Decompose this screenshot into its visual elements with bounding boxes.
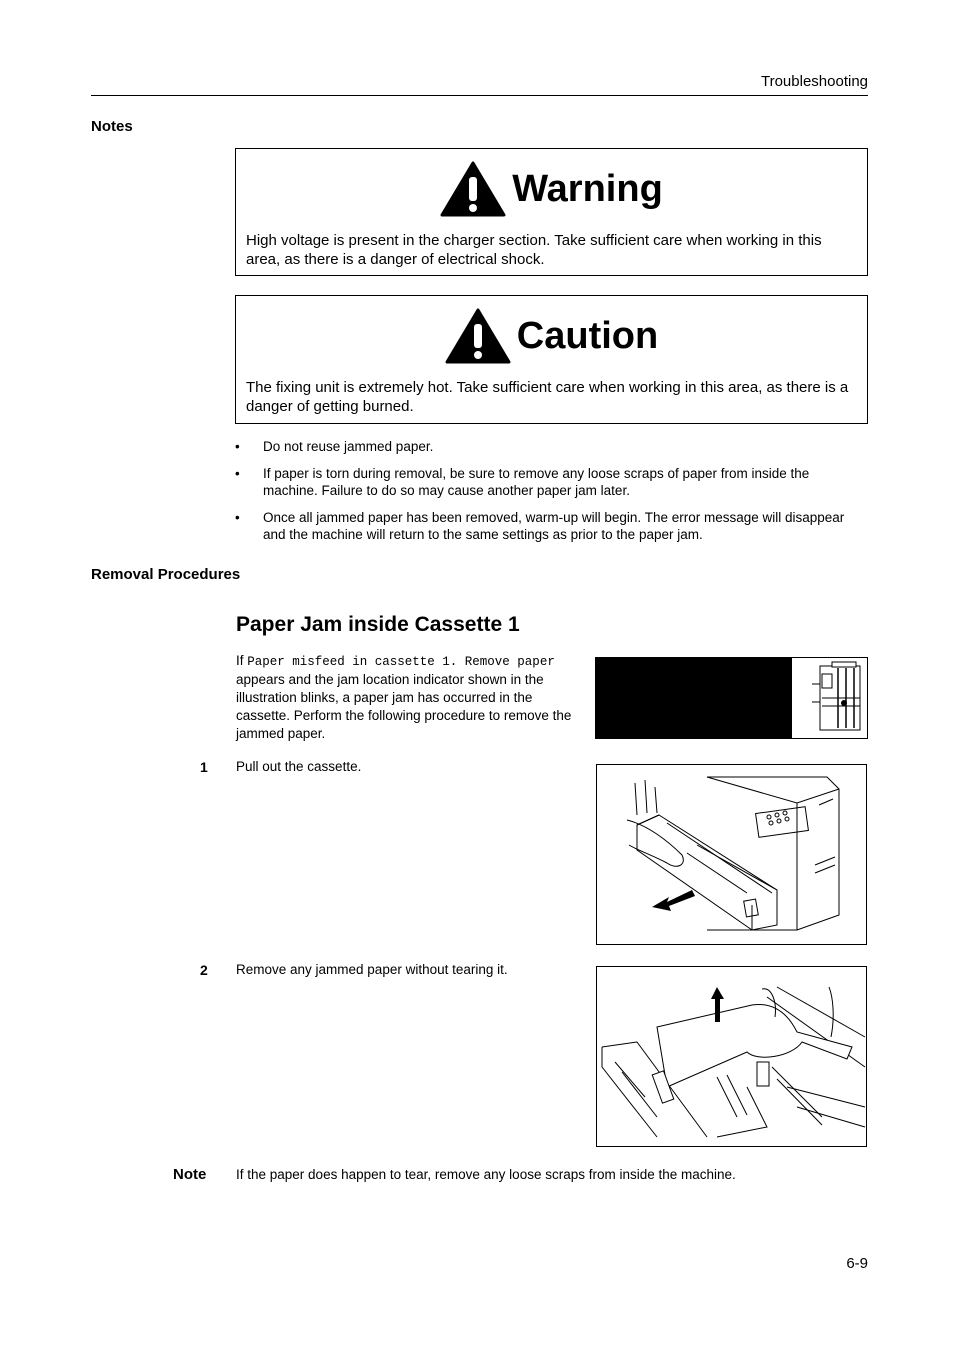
bullet-text: Once all jammed paper has been removed, warm-up will begin. The error message will disappear and the machine will return to the same settings as prior to the paper jam. — [263, 510, 845, 542]
note-label: Note — [173, 1166, 207, 1183]
bullet-item — [235, 509, 855, 543]
removal-procedures-heading: Removal Procedures — [91, 566, 241, 583]
caution-text: The fixing unit is extremely hot. Take sufficient care when working in this area, as there is a danger of getting burned. — [246, 379, 849, 415]
remove-paper-illustration — [596, 966, 867, 1147]
header-rule — [91, 95, 868, 96]
caution-box — [235, 295, 868, 424]
notes-heading: Notes — [91, 118, 133, 135]
bullet-marker: • — [235, 439, 240, 454]
bullet-marker: • — [235, 510, 240, 525]
caution-title: Caution — [516, 314, 659, 357]
bullet-marker: • — [235, 466, 240, 481]
running-header: Troubleshooting — [760, 73, 868, 90]
intro-prefix: If — [236, 653, 248, 668]
intro-paragraph — [236, 652, 586, 743]
bullet-text: If paper is torn during removal, be sure to remove any loose scraps of paper from inside the machine. Failure to do so may cause another paper jam later. — [263, 466, 810, 498]
warning-triangle-icon — [440, 161, 506, 217]
intro-suffix: appears and the jam location indicator shown in the illustration blinks, a paper jam has occurred in the cassette. Perform the following procedure to remove the jammed paper. — [236, 672, 572, 741]
page-number: 6-9 — [846, 1255, 868, 1272]
warning-title-row — [236, 161, 867, 217]
warning-box — [235, 148, 868, 276]
step-1-number: 1 — [200, 759, 208, 775]
warning-text: High voltage is present in the charger section. Take sufficient care when working in this area, as there is a danger of electrical shock. — [246, 232, 822, 268]
step-2-text: Remove any jammed paper without tearing it. — [236, 962, 508, 977]
section-title: Paper Jam inside Cassette 1 — [236, 613, 520, 636]
warning-title: Warning — [512, 167, 663, 210]
note-text: If the paper does happen to tear, remove any loose scraps from inside the machine. — [236, 1167, 736, 1182]
jam-location-indicator — [791, 658, 867, 738]
bullet-item — [235, 465, 855, 499]
error-message-text: Paper misfeed in cassette 1. Remove paper — [247, 655, 555, 669]
bullet-text: Do not reuse jammed paper. — [263, 439, 434, 454]
pull-out-cassette-illustration — [596, 764, 867, 945]
copier-outline-icon — [792, 658, 867, 738]
jammed-paper-figure — [597, 967, 866, 1146]
cassette-pull-figure — [597, 765, 866, 944]
step-2-number: 2 — [200, 962, 208, 978]
step-1-text: Pull out the cassette. — [236, 759, 362, 774]
operation-panel-illustration — [595, 657, 868, 739]
caution-triangle-icon — [445, 308, 511, 364]
caution-title-row — [236, 308, 867, 364]
bullet-item — [235, 438, 855, 455]
notes-bullet-list — [235, 438, 855, 553]
